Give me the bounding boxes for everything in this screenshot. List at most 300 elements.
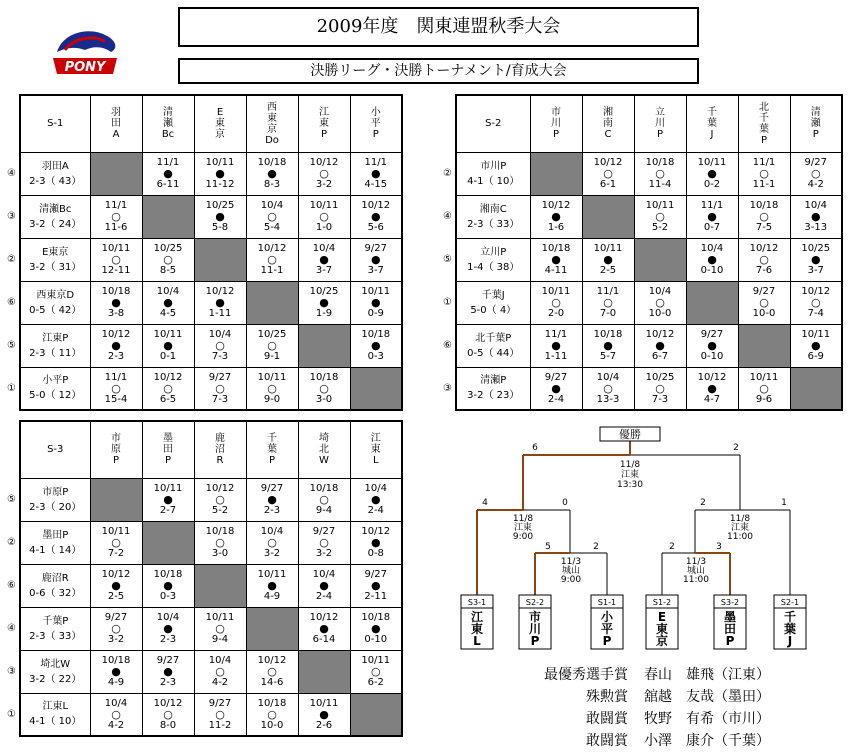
team-name: 北千葉P [475, 332, 512, 344]
match-score: 3-2 [315, 548, 333, 559]
champion-label: 優勝 [619, 428, 641, 441]
result-mark: ● [111, 665, 121, 678]
match-date: 10/18 [645, 157, 675, 168]
result-mark: ● [370, 253, 381, 266]
self-match-cell [738, 324, 790, 367]
match-cell [530, 367, 582, 410]
seed-rank: ② [443, 168, 452, 179]
team-name: 湘南C [479, 203, 507, 215]
result-mark: ○ [655, 167, 665, 180]
match-date: 10/11 [153, 483, 183, 494]
match-score: 3-7 [807, 265, 824, 276]
result-mark: ● [163, 339, 173, 352]
match-score: 0-9 [367, 308, 384, 319]
match-date: 10/11 [697, 157, 727, 168]
match-score: 13-3 [596, 393, 620, 405]
match-cell [194, 478, 246, 521]
result-mark: ○ [267, 665, 277, 678]
result-mark: ○ [370, 665, 381, 678]
match-cell [350, 324, 402, 367]
result-mark: ○ [215, 339, 225, 352]
qf-left-score-right: 2 [593, 542, 599, 552]
result-mark: ● [810, 253, 821, 266]
match-date: 10/12 [153, 371, 183, 383]
match-date: 11/1 [700, 200, 724, 211]
match-cell [142, 152, 194, 195]
team-cell [20, 324, 90, 367]
match-date: 10/11 [257, 569, 287, 580]
match-score: 11-2 [208, 719, 232, 731]
match-date: 10/12 [361, 200, 391, 211]
match-cell [194, 152, 246, 195]
result-mark: ● [163, 622, 173, 635]
qf-right-venue: 城山 [686, 566, 706, 576]
self-match-cell [634, 238, 686, 281]
match-cell [634, 367, 686, 410]
result-mark: ○ [810, 167, 821, 180]
match-cell [194, 195, 246, 238]
result-mark: ○ [267, 707, 277, 721]
match-date: 11/1 [752, 157, 776, 168]
match-score: 4-9 [107, 677, 125, 688]
column-header: 千 葉 P [246, 421, 298, 478]
self-match-cell [246, 281, 298, 324]
match-score: 4-15 [364, 179, 388, 190]
self-match-cell [350, 693, 402, 736]
match-score: 4-2 [211, 677, 229, 688]
result-mark: ○ [215, 493, 225, 506]
match-cell [350, 607, 402, 650]
match-cell [194, 521, 246, 564]
team-cell [20, 281, 90, 324]
table-row [4, 367, 402, 410]
table-row [4, 693, 402, 736]
team-cell [20, 478, 90, 521]
match-date: 11/1 [596, 286, 620, 297]
result-mark: ● [163, 167, 173, 180]
seed-rank: ⑥ [7, 580, 16, 591]
team-cell [456, 367, 530, 410]
awards-list [510, 664, 770, 752]
match-date: 10/11 [361, 286, 391, 297]
self-match-cell [298, 324, 350, 367]
match-cell [582, 324, 634, 367]
result-mark: ● [319, 253, 329, 266]
match-date: 9/27 [364, 243, 387, 254]
result-mark: ● [163, 296, 173, 309]
result-mark: ● [370, 579, 381, 592]
semi-left-time: 9:00 [512, 532, 534, 542]
match-score: 15-4 [104, 393, 128, 405]
bracket-team [774, 595, 806, 649]
match-cell [246, 195, 298, 238]
result-mark: ● [267, 579, 277, 592]
match-date: 10/11 [541, 286, 571, 297]
match-date: 11/1 [364, 157, 387, 168]
result-mark: ● [551, 339, 561, 352]
match-score: 3-0 [315, 393, 333, 405]
result-mark: ○ [111, 622, 121, 635]
match-cell [350, 564, 402, 607]
team-name: 清瀬Bc [39, 203, 72, 215]
column-header: 千 葉 J [686, 95, 738, 152]
match-cell [738, 238, 790, 281]
table-row [4, 521, 402, 564]
match-score: 4-9 [263, 591, 281, 602]
qf-right-time: 11:00 [683, 575, 709, 585]
result-mark: ○ [215, 622, 225, 635]
team-cell [20, 367, 90, 410]
team-name: 埼北W [40, 658, 71, 670]
qf-left-time: 9:00 [560, 575, 582, 585]
match-score: 4-11 [544, 265, 568, 276]
league-name: S-1 [20, 95, 90, 152]
match-date: 10/12 [101, 329, 131, 340]
match-cell [246, 521, 298, 564]
result-mark: ● [551, 253, 561, 266]
match-date: 10/18 [593, 329, 623, 340]
result-mark: ○ [267, 536, 277, 549]
self-match-cell [246, 607, 298, 650]
match-cell [246, 152, 298, 195]
match-score: 1-11 [544, 351, 568, 362]
match-date: 10/12 [257, 243, 287, 254]
team-cell [20, 195, 90, 238]
match-score: 7-3 [211, 351, 229, 362]
award-row [510, 686, 770, 708]
table-row [4, 195, 402, 238]
match-score: 3-7 [367, 265, 384, 276]
match-cell [142, 367, 194, 410]
bracket-team [519, 595, 551, 649]
match-score: 8-3 [263, 179, 281, 190]
match-cell [738, 281, 790, 324]
match-cell [142, 564, 194, 607]
result-mark: ● [319, 622, 329, 635]
self-match-cell [582, 195, 634, 238]
result-mark: ● [370, 296, 381, 309]
match-cell [350, 238, 402, 281]
award-winner: 舘越 友哉（墨田） [644, 689, 770, 705]
match-date: 10/12 [309, 612, 339, 623]
match-score: 7-0 [599, 308, 617, 319]
league-table-s-3 [4, 420, 403, 737]
team-record: 3-2（ 23） [467, 390, 520, 402]
match-score: 4-2 [107, 719, 125, 731]
match-date: 10/4 [804, 200, 827, 211]
column-header: 小 平 P [350, 95, 402, 152]
match-score: 2-4 [315, 591, 333, 602]
match-cell [582, 238, 634, 281]
match-cell [298, 607, 350, 650]
match-date: 10/4 [156, 286, 180, 297]
match-cell [738, 152, 790, 195]
match-date: 10/12 [801, 286, 831, 297]
match-date: 10/11 [801, 329, 831, 340]
match-date: 10/12 [101, 569, 131, 580]
match-score: 7-5 [755, 222, 773, 233]
match-cell [246, 650, 298, 693]
match-cell [246, 238, 298, 281]
match-cell [634, 195, 686, 238]
column-header: 清 瀬 P [790, 95, 842, 152]
semi-left-date: 11/8 [512, 514, 534, 524]
result-mark: ○ [111, 253, 121, 266]
team-record: 4-1（ 10） [467, 175, 520, 187]
bracket-team-name: 東 [655, 622, 669, 636]
result-mark: ○ [319, 210, 329, 223]
bracket-team [714, 595, 746, 649]
match-score: 1-6 [547, 222, 565, 233]
match-date: 10/12 [541, 200, 571, 211]
table-row [440, 367, 842, 410]
result-mark: ● [370, 167, 381, 180]
seed-rank: ⑤ [443, 254, 452, 265]
match-cell [142, 607, 194, 650]
match-date: 10/12 [361, 526, 391, 537]
team-cell [456, 195, 530, 238]
seed-rank: ④ [7, 623, 16, 634]
match-date: 10/11 [309, 697, 339, 709]
result-mark: ○ [215, 536, 225, 549]
result-mark: ● [163, 665, 173, 678]
table-row [440, 152, 842, 195]
match-date: 10/11 [205, 612, 235, 623]
table-row [4, 281, 402, 324]
match-date: 10/25 [645, 371, 675, 383]
team-record: 2-3（ 33） [467, 218, 520, 230]
match-score: 11-4 [648, 179, 672, 190]
match-score: 5-8 [211, 222, 229, 233]
semi-left-score-right: 0 [562, 498, 568, 508]
match-score: 11-6 [104, 222, 128, 233]
team-record: 3-2（ 31） [29, 261, 82, 273]
match-cell [350, 521, 402, 564]
match-score: 0-10 [700, 351, 724, 362]
table-row [4, 650, 402, 693]
semi-right-date: 11/8 [729, 514, 751, 524]
column-header: 鹿 沼 R [194, 421, 246, 478]
match-score: 6-7 [651, 351, 669, 362]
match-score: 2-3 [107, 351, 125, 362]
team-name: 市川P [480, 160, 507, 172]
match-score: 3-2 [107, 634, 125, 645]
match-score: 0-1 [159, 351, 177, 362]
team-record: 3-2（ 24） [29, 218, 82, 230]
column-header: 市 原 P [90, 421, 142, 478]
match-score: 12-11 [101, 265, 131, 276]
match-date: 10/11 [101, 243, 131, 254]
match-date: 10/11 [749, 371, 779, 383]
match-date: 10/18 [309, 483, 339, 494]
match-score: 2-4 [547, 393, 565, 405]
team-record: 1-4（ 38） [467, 261, 520, 273]
result-mark: ● [319, 296, 329, 309]
team-cell [456, 324, 530, 367]
team-record: 4-1（ 14） [29, 544, 82, 556]
match-cell [246, 478, 298, 521]
table-row [4, 607, 402, 650]
semi-left-venue: 江東 [513, 523, 533, 533]
match-date: 10/11 [645, 200, 675, 211]
match-cell [90, 521, 142, 564]
match-date: 10/11 [153, 329, 183, 340]
result-mark: ○ [267, 210, 277, 223]
qf-right-date: 11/3 [685, 557, 707, 567]
bracket-team-name: 市 [528, 610, 542, 624]
result-mark: ○ [603, 381, 613, 395]
match-date: 11/1 [156, 157, 180, 168]
seed-rank: ③ [7, 666, 16, 677]
page-title: 2009年度 関東連盟秋季大会 [178, 7, 699, 47]
match-cell [90, 650, 142, 693]
result-mark: ● [370, 493, 381, 506]
team-record: 2-3（ 43） [29, 175, 82, 187]
match-date: 10/18 [257, 157, 287, 168]
result-mark: ○ [163, 381, 173, 395]
match-date: 11/1 [104, 371, 128, 383]
column-header: 江 東 P [298, 95, 350, 152]
bracket-team-name: J [787, 634, 793, 648]
match-score: 10-0 [648, 308, 672, 319]
result-mark: ○ [163, 707, 173, 721]
match-score: 4-7 [703, 393, 721, 405]
league-table-s-2 [440, 94, 843, 411]
match-cell [350, 195, 402, 238]
match-date: 10/12 [749, 243, 779, 254]
match-score: 3-0 [211, 548, 229, 559]
match-score: 11-1 [260, 265, 284, 276]
match-date: 9/27 [156, 655, 180, 666]
table-row [4, 152, 402, 195]
result-mark: ○ [319, 493, 329, 506]
match-cell [686, 152, 738, 195]
match-cell [142, 281, 194, 324]
league-name: S-3 [20, 421, 90, 478]
match-score: 3-7 [315, 265, 333, 276]
match-date: 10/11 [101, 526, 131, 537]
match-score: 8-5 [159, 265, 177, 276]
award-title: 敢闘賞 [586, 733, 628, 749]
bracket-team-name: P [530, 634, 540, 648]
match-cell [634, 281, 686, 324]
seed-rank: ④ [7, 168, 16, 179]
match-date: 10/4 [260, 526, 284, 537]
result-mark: ● [163, 579, 173, 592]
self-match-cell [298, 650, 350, 693]
match-cell [90, 367, 142, 410]
team-record: 5-0（ 4） [470, 304, 517, 316]
result-mark: ● [111, 339, 121, 352]
match-cell [738, 367, 790, 410]
seed-rank: ③ [7, 211, 16, 222]
column-header: 埼 北 W [298, 421, 350, 478]
final-time: 13:30 [617, 480, 643, 490]
match-date: 10/11 [361, 655, 391, 666]
team-record: 3-2（ 22） [29, 673, 82, 685]
seed-rank: ③ [443, 383, 452, 394]
table-row [4, 324, 402, 367]
match-cell [194, 324, 246, 367]
team-name: 千葉J [481, 289, 505, 301]
bracket-team-name: 川 [528, 622, 542, 636]
match-score: 7-4 [807, 308, 824, 319]
match-date: 10/11 [257, 371, 287, 383]
match-cell [142, 478, 194, 521]
match-score: 0-10 [700, 265, 724, 276]
result-mark: ○ [267, 253, 277, 266]
team-name: 江東L [42, 701, 69, 713]
match-score: 5-7 [599, 351, 617, 362]
match-cell [90, 693, 142, 736]
match-date: 10/4 [104, 697, 128, 709]
match-cell [686, 367, 738, 410]
team-name: 墨田P [42, 529, 69, 541]
match-date: 10/4 [312, 569, 336, 580]
result-mark: ● [707, 253, 717, 266]
match-date: 10/18 [749, 200, 779, 211]
match-cell [142, 650, 194, 693]
match-score: 11-12 [205, 179, 235, 190]
match-date: 10/12 [593, 157, 623, 168]
result-mark: ○ [163, 253, 173, 266]
match-date: 10/4 [364, 483, 387, 494]
result-mark: ● [267, 167, 277, 180]
team-name: 小平P [42, 375, 69, 387]
award-winner: 小澤 康介（千葉） [644, 733, 770, 749]
team-name: 千葉P [42, 615, 69, 627]
result-mark: ● [163, 493, 173, 506]
match-score: 2-0 [547, 308, 565, 319]
match-date: 10/12 [205, 286, 235, 297]
semi-right-venue: 江東 [730, 523, 750, 533]
match-cell [298, 478, 350, 521]
match-date: 10/25 [205, 200, 235, 211]
match-score: 2-3 [263, 505, 281, 516]
seed-rank: ① [7, 383, 16, 394]
team-record: 5-0（ 12） [29, 390, 82, 402]
match-score: 7-3 [211, 393, 229, 405]
match-score: 3-2 [263, 548, 281, 559]
award-title: 最優秀選手賞 [544, 667, 628, 683]
match-date: 9/27 [208, 371, 232, 383]
match-date: 10/11 [309, 200, 339, 211]
match-score: 1-0 [315, 222, 333, 233]
match-cell [298, 367, 350, 410]
logo-text: PONY [64, 60, 106, 75]
result-mark: ○ [319, 536, 329, 549]
match-cell [194, 607, 246, 650]
match-date: 10/12 [697, 371, 727, 383]
match-date: 9/27 [544, 371, 568, 383]
match-cell [298, 152, 350, 195]
match-date: 9/27 [104, 612, 128, 623]
self-match-cell [790, 367, 842, 410]
table-row [440, 238, 842, 281]
team-record: 0-5（ 44） [467, 347, 520, 359]
result-mark: ○ [215, 665, 225, 678]
result-mark: ○ [551, 296, 561, 309]
match-cell [350, 478, 402, 521]
result-mark: ● [111, 579, 121, 592]
semi-right-score-left: 2 [700, 498, 706, 508]
result-mark: ○ [603, 167, 613, 180]
team-name: 羽田A [41, 160, 69, 172]
match-cell [634, 324, 686, 367]
match-date: 10/25 [309, 286, 339, 297]
award-row [510, 708, 770, 730]
result-mark: ● [215, 167, 225, 180]
